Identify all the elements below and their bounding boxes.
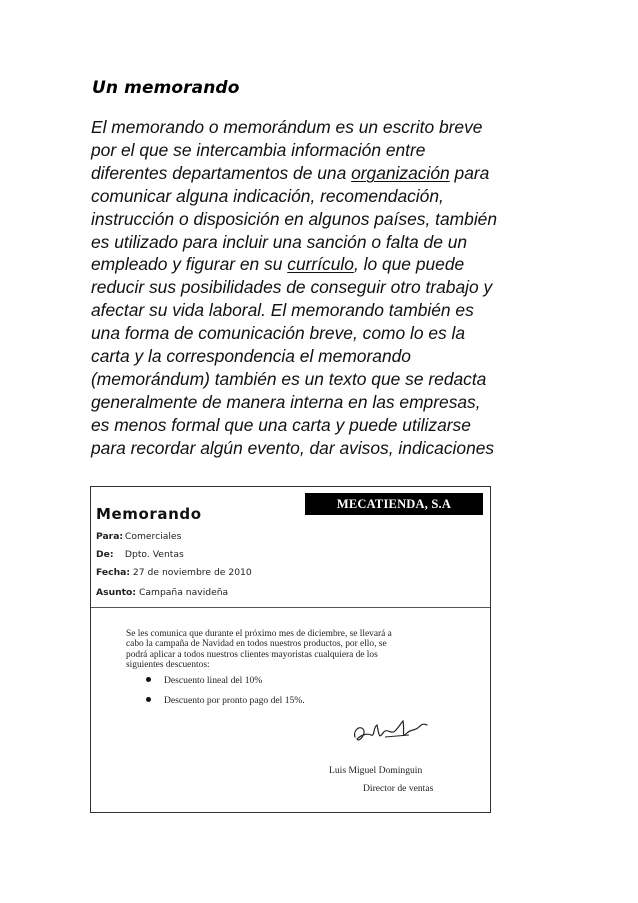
signer-role: Director de ventas bbox=[363, 783, 434, 794]
bullet-text: Descuento lineal del 10% bbox=[164, 675, 263, 686]
paragraph-line bbox=[91, 162, 551, 185]
text-fragment: diferentes departamentos de una bbox=[91, 162, 352, 183]
field-fecha bbox=[96, 567, 252, 578]
divider-line bbox=[91, 607, 490, 608]
text-fragment: carta y la correspondencia el memorando bbox=[91, 346, 411, 367]
memo-image bbox=[90, 486, 491, 813]
text-fragment: una forma de comunicación breve, como lo es la bbox=[91, 323, 466, 344]
text-fragment: instrucción o disposición en algunos países, también bbox=[91, 208, 498, 229]
underlined-term: currículo bbox=[287, 254, 354, 275]
text-fragment: comunicar alguna indicación, recomendación, bbox=[91, 185, 444, 206]
paragraph-line bbox=[91, 345, 551, 368]
text-fragment: para recordar algún evento, dar avisos, indicaciones bbox=[91, 437, 495, 458]
message-line: podrá aplicar a todos nuestros clientes mayoristas cualquiera de los bbox=[126, 649, 378, 660]
bullet-dot-icon bbox=[146, 697, 151, 702]
field-asunto-value: Campaña navideña bbox=[138, 587, 229, 598]
paragraph-line bbox=[91, 116, 551, 139]
paragraph-line bbox=[91, 276, 551, 299]
text-fragment: (memorándum) también es un texto que se redacta bbox=[91, 368, 487, 389]
text-fragment: El memorando o memorándum es un escrito breve bbox=[91, 117, 483, 137]
text-fragment: , lo que puede bbox=[353, 254, 465, 275]
paragraph-line bbox=[91, 299, 551, 322]
memo-message bbox=[126, 629, 468, 671]
field-para-label: Para: bbox=[96, 531, 124, 542]
message-line: cabo la campaña de Navidad en todos nuestros productos, por ello, se bbox=[126, 639, 387, 650]
text-fragment: por el que se intercambia información entre bbox=[91, 139, 426, 160]
field-de bbox=[96, 549, 184, 560]
underlined-term: organización bbox=[351, 162, 450, 183]
paragraph-line bbox=[91, 208, 551, 231]
text-fragment: para bbox=[449, 162, 490, 183]
text-fragment: reducir sus posibilidades de conseguir otro trabajo y bbox=[91, 277, 493, 298]
paragraph-line bbox=[91, 139, 551, 162]
text-fragment: afectar su vida laboral. El memorando también es bbox=[91, 300, 474, 321]
document-title: Un memorando bbox=[92, 78, 240, 98]
field-para-value: Comerciales bbox=[124, 531, 182, 542]
bullet-item bbox=[146, 675, 262, 686]
text-fragment: generalmente de manera interna en las empresas, bbox=[91, 391, 481, 412]
field-de-label: De: bbox=[96, 549, 114, 560]
field-fecha-label: Fecha: bbox=[96, 567, 130, 578]
paragraph-line bbox=[91, 391, 551, 414]
field-para bbox=[96, 531, 181, 542]
paragraph-line bbox=[91, 185, 551, 208]
memo-heading: Memorando bbox=[96, 505, 202, 523]
message-line: siguientes descuentos: bbox=[126, 660, 210, 671]
field-asunto-label: Asunto: bbox=[96, 587, 137, 598]
signature-icon bbox=[349, 713, 429, 753]
bullet-dot-icon bbox=[146, 677, 151, 682]
text-fragment: es utilizado para incluir una sanción o falta de un bbox=[91, 231, 468, 252]
text-fragment: empleado y figurar en su bbox=[91, 254, 288, 275]
paragraph-line bbox=[91, 231, 551, 254]
paragraph-line bbox=[91, 368, 551, 391]
field-asunto bbox=[96, 587, 228, 598]
paragraph-line bbox=[91, 414, 551, 437]
text-fragment: es menos formal que una carta y puede utilizarse bbox=[91, 414, 471, 435]
paragraph-line bbox=[91, 322, 551, 345]
field-de-value: Dpto. Ventas bbox=[124, 549, 184, 560]
signer-name: Luis Miguel Dominguin bbox=[329, 765, 423, 776]
bullet-item bbox=[146, 695, 305, 706]
paragraph-line bbox=[91, 253, 551, 276]
message-line: Se les comunica que durante el próximo mes de diciembre, se llevará a bbox=[126, 629, 392, 639]
bullet-text: Descuento por pronto pago del 15%. bbox=[164, 695, 305, 706]
company-banner: MECATIENDA, S.A bbox=[305, 493, 483, 515]
field-fecha-value: 27 de noviembre de 2010 bbox=[132, 567, 252, 578]
paragraph-line bbox=[91, 437, 551, 460]
body-paragraph bbox=[91, 116, 551, 460]
